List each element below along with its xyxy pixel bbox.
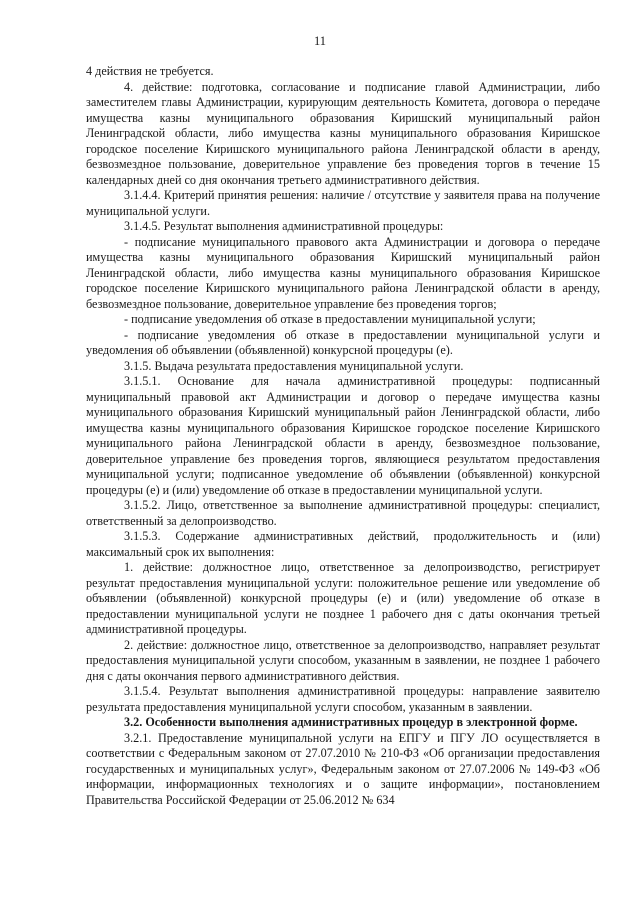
paragraph: 4. действие: подготовка, согласование и подписание главой Администрации, либо заместителем главы Администрации, курирующим деятельность Комитета, договора о передаче имущества казны муниципального образования Киришский муниципальный район Ленинградской области, либо имущества казны муниципального образования Киришское городское поселение Киришского муниципального района Ленинградской области в аренду, безвозмездное пользование, доверительное управление без проведения торгов в течение 15 календарных дней со дня окончания третьего административного действия. <box>86 79 600 187</box>
paragraph: 3.1.5.1. Основание для начала административной процедуры: подписанный муниципальный правовой акт Администрации и договор о передаче имущества казны муниципального образования Киришский муниципальный район Ленинградской области, либо имущества казны муниципального образования Киришское городское поселение Киришского муниципального района Ленинградской области в аренду, безвозмездное пользование, доверительное управление без проведения торгов, являющиеся результатом предоставления муниципальной услуги; подписанное уведомление об объявлении (объявленной) конкурсной процедуры (е) и (или) уведомление об отказе в предоставлении муниципальной услуги. <box>86 374 600 497</box>
page-number: 11 <box>313 34 327 48</box>
paragraph: 3.1.5.2. Лицо, ответственное за выполнение административной процедуры: специалист, ответственный за делопроизводство. <box>86 498 600 528</box>
paragraph: 4 действия не требуется. <box>86 64 214 78</box>
paragraph: 3.1.5. Выдача результата предоставления муниципальной услуги. <box>124 358 464 373</box>
paragraph: 3.1.5.4. Результат выполнения административной процедуры: направление заявителю результата предоставления муниципальной услуги способом, указанным в заявлении. <box>86 684 600 714</box>
paragraph: 3.1.4.4. Критерий принятия решения: наличие / отсутствие у заявителя права на получение муниципальной услуги. <box>86 188 600 218</box>
paragraph: 3.1.5.3. Содержание административных действий, продолжительность и (или) максимальный срок их выполнения: <box>86 529 600 559</box>
document-body <box>86 64 600 808</box>
paragraph: - подписание уведомления об отказе в предоставлении муниципальной услуги и уведомления об объявлении (объявленной) конкурсной процедуры (е). <box>86 327 600 357</box>
paragraph: - подписание уведомления об отказе в предоставлении муниципальной услуги; <box>124 312 536 326</box>
paragraph: 1. действие: должностное лицо, ответственное за делопроизводство, регистрирует результат предоставления муниципальной услуги: положительное решение или уведомление об объявлении (объявленной) конкурсной процедуры (е) и (или) уведомление об отказе в предоставлении муниципальной услуги не позднее 1 рабочего дня с даты окончания третьей административной процедуры. <box>86 560 600 636</box>
paragraph: 3.2.1. Предоставление муниципальной услуги на ЕПГУ и ПГУ ЛО осуществляется в соответствии с Федеральным законом от 27.07.2010 № 210-ФЗ «Об организации предоставления государственных и муниципальных услуг», Федеральным законом от 27.07.2006 № 149-ФЗ «Об информации, информационных технологиях и о защите информации», постановлением Правительства Российской Федерации от 25.06.2012 № 634 <box>86 730 600 807</box>
section-heading: 3.2. Особенности выполнения административных процедур в электронной форме. <box>124 715 578 729</box>
paragraph: 2. действие: должностное лицо, ответственное за делопроизводство, направляет результат предоставления муниципальной услуги способом, указанным в заявлении, не позднее 1 рабочего дня с даты окончания первого административного действия. <box>86 637 600 683</box>
paragraph: 3.1.4.5. Результат выполнения административной процедуры: <box>124 219 444 233</box>
paragraph: - подписание муниципального правового акта Администрации и договора о передаче имущества казны муниципального образования Киришский муниципальный район Ленинградской области, либо имущества казны муниципального образования Киришское городское поселение Киришского муниципального района Ленинградской области в аренду, безвозмездное пользование, доверительное управление без проведения торгов; <box>86 234 600 311</box>
